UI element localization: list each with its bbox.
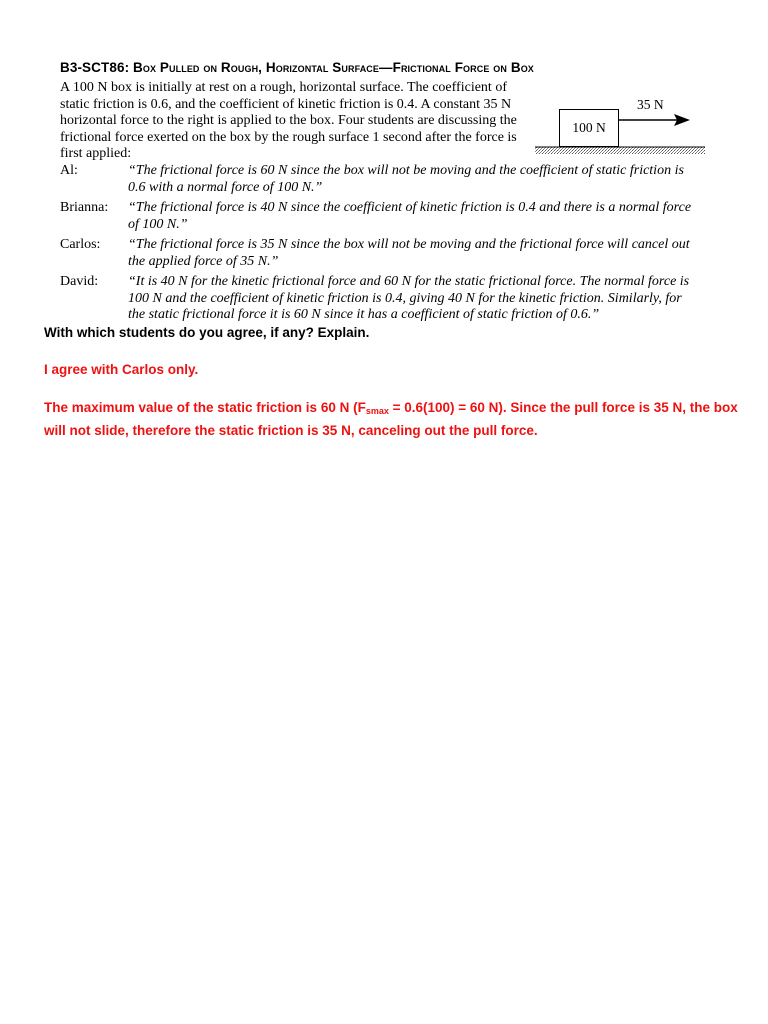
student-row-al bbox=[60, 163, 700, 196]
student-quote: “It is 40 N for the kinetic frictional force and 60 N for the static frictional force. The normal force is 100 N and the coefficient of kinetic friction is 0.4, giving 40 N for the kinetic friction. Similarly, for the static frictional force it is 60 N since it has a coefficient of static friction of 0.6.” bbox=[128, 274, 690, 322]
student-quote: “The frictional force is 40 N since the coefficient of kinetic friction is 0.4 and there is a normal force of 100 N.” bbox=[128, 200, 692, 232]
student-quote: “The frictional force is 60 N since the box will not be moving and the coefficient of static friction is 0.6 with a normal force of 100 N.” bbox=[128, 163, 684, 195]
question-prompt: With which students do you agree, if any? Explain. bbox=[44, 325, 370, 340]
student-name: Brianna: bbox=[60, 200, 109, 215]
student-name: Carlos: bbox=[60, 237, 101, 252]
force-label: 35 N bbox=[637, 97, 664, 112]
problem-heading: Box Pulled on Rough, Horizontal Surface—Frictional Force on Box bbox=[133, 60, 534, 75]
student-row-brianna bbox=[60, 200, 700, 233]
explanation-part1: The maximum value of the static friction is 60 N (F bbox=[44, 400, 366, 415]
diagram-graphics bbox=[530, 93, 710, 163]
answer-agree: I agree with Carlos only. bbox=[44, 362, 199, 377]
problem-statement: A 100 N box is initially at rest on a rough, horizontal surface. The coefficient of static friction is 0.6, and the coefficient of kinetic friction is 0.4. A constant 35 N horizontal force to the right is applied to the box. Four students are discussing the frictional force exerted on the box by the rough surface 1 second after the force is first applied: bbox=[60, 80, 517, 161]
answer-explanation bbox=[44, 398, 744, 441]
student-row-david bbox=[60, 274, 700, 324]
student-quote: “The frictional force is 35 N since the box will not be moving and the frictional force will cancel out the applied force of 35 N.” bbox=[128, 237, 690, 269]
explanation-part2: = 0.6(100) = 60 N). Since the pull force is 35 N, the box will not slide, therefore the static friction is 35 N, canceling out the pull force. bbox=[44, 400, 738, 438]
problem-code: B3-SCT86: bbox=[60, 60, 134, 75]
problem-title bbox=[60, 60, 534, 75]
box bbox=[559, 109, 619, 147]
student-row-carlos bbox=[60, 237, 700, 270]
force-diagram bbox=[530, 93, 710, 163]
box-label: 100 N bbox=[572, 120, 606, 135]
student-name: Al: bbox=[60, 163, 78, 178]
student-statements bbox=[60, 163, 700, 328]
student-name: David: bbox=[60, 274, 99, 289]
explanation-subscript: smax bbox=[365, 406, 389, 416]
rough-surface bbox=[535, 147, 705, 154]
